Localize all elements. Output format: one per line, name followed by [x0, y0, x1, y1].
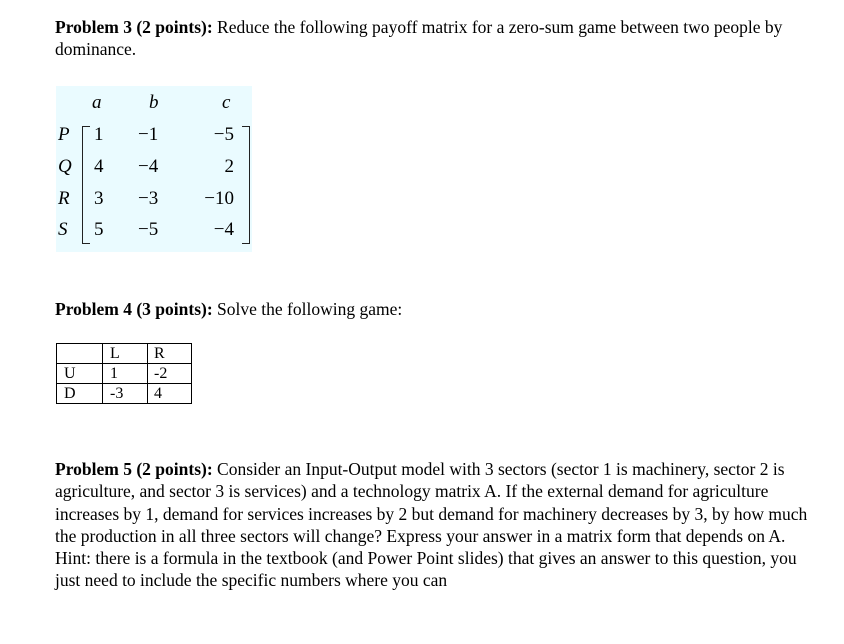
matrix-cell: −5: [138, 219, 159, 240]
table-row: [57, 384, 192, 404]
table-cell: [57, 344, 103, 364]
table-cell: 1: [103, 364, 148, 384]
table-cell: D: [57, 384, 103, 404]
problem-4-statement: [55, 298, 655, 320]
problem-3-statement: [55, 16, 795, 61]
col-label: c: [222, 92, 231, 113]
problem-5-heading: Problem 5 (2 points):: [55, 459, 213, 479]
table-cell: R: [148, 344, 192, 364]
matrix-cell: −5: [213, 124, 234, 145]
matrix-cell: 2: [224, 156, 234, 177]
problem-5-text: Consider an Input-Output model with 3 sectors (sector 1 is machinery, sector 2 is agriculture, and sector 3 is services) and a technology matrix A. If the external demand for agriculture increases by 1, demand for services increases by 2 but demand for machinery decreases by 3, by how much the production in all three sectors will change? Express your answer in a matrix form that depends on A. Hint: there is a formula in the textbook (and Power Point slides) that gives an answer to this question, you just need to include the specific numbers where you can: [55, 459, 808, 591]
matrix-cell: −10: [204, 188, 234, 209]
col-label: a: [92, 92, 102, 113]
problem-4-text: Solve the following game:: [212, 299, 403, 319]
problem-5-statement: [55, 458, 815, 592]
table-cell: -3: [103, 384, 148, 404]
payoff-matrix: [56, 86, 252, 252]
matrix-cell: 4: [94, 156, 104, 177]
matrix-cell: −3: [138, 188, 159, 209]
matrix-cell: −4: [138, 156, 159, 177]
table-header-row: [57, 344, 192, 364]
row-label: R: [58, 188, 70, 209]
row-label: Q: [58, 156, 72, 177]
left-bracket: [82, 126, 90, 244]
row-label: P: [58, 124, 70, 145]
table-cell: U: [57, 364, 103, 384]
right-bracket: [242, 126, 250, 244]
matrix-cell: 3: [94, 188, 104, 209]
problem-3-heading: Problem 3 (2 points):: [55, 17, 213, 37]
matrix-cell: −1: [138, 124, 159, 145]
table-cell: -2: [148, 364, 192, 384]
game-table: [56, 343, 192, 404]
col-label: b: [149, 92, 159, 113]
matrix-cell: 1: [94, 124, 104, 145]
problem-4-heading: Problem 4 (3 points):: [55, 299, 213, 319]
problem-3-text: Reduce the following payoff matrix for a zero-sum game between two people by dominance.: [55, 17, 783, 60]
table-cell: L: [103, 344, 148, 364]
table-row: [57, 364, 192, 384]
matrix-cell: 5: [94, 219, 104, 240]
table-cell: 4: [148, 384, 192, 404]
row-label: S: [58, 219, 68, 240]
matrix-cell: −4: [213, 219, 234, 240]
